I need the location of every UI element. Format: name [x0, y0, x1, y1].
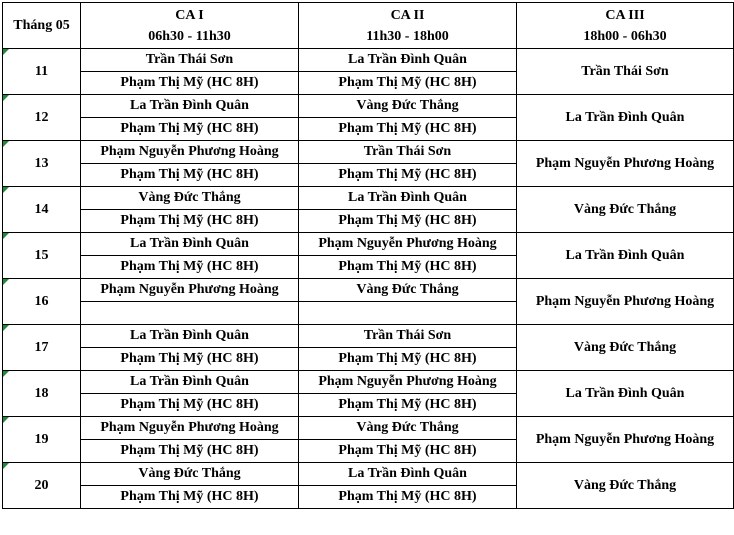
ca1-staff-cell[interactable]: Trần Thái Sơn: [81, 49, 299, 72]
ca1-admin-cell[interactable]: Phạm Thị Mỹ (HC 8H): [81, 72, 299, 95]
ca1-admin-cell[interactable]: Phạm Thị Mỹ (HC 8H): [81, 394, 299, 417]
day-cell[interactable]: [3, 279, 81, 325]
shift-name: CA I: [175, 7, 204, 23]
day-cell[interactable]: [3, 417, 81, 463]
month-header: Tháng 05: [3, 3, 81, 49]
ca3-staff-cell[interactable]: Phạm Nguyễn Phương Hoàng: [517, 417, 734, 463]
ca2-admin-cell[interactable]: Phạm Thị Mỹ (HC 8H): [299, 164, 517, 187]
ca3-staff-cell[interactable]: La Trần Đình Quân: [517, 371, 734, 417]
ca3-staff-cell[interactable]: Phạm Nguyễn Phương Hoàng: [517, 141, 734, 187]
shift-header-ca3[interactable]: [517, 3, 734, 49]
ca2-admin-cell[interactable]: Phạm Thị Mỹ (HC 8H): [299, 348, 517, 371]
day-number: 16: [34, 293, 49, 309]
ca2-admin-cell[interactable]: Phạm Thị Mỹ (HC 8H): [299, 256, 517, 279]
shift-name: CA II: [390, 7, 425, 23]
ca1-admin-cell[interactable]: Phạm Thị Mỹ (HC 8H): [81, 440, 299, 463]
day-row-top: [3, 279, 734, 302]
cell-marker-icon: [3, 325, 9, 331]
ca2-staff-cell[interactable]: Trần Thái Sơn: [299, 141, 517, 164]
cell-marker-icon: [3, 371, 9, 377]
ca2-admin-cell[interactable]: Phạm Thị Mỹ (HC 8H): [299, 440, 517, 463]
ca2-staff-cell[interactable]: Phạm Nguyễn Phương Hoàng: [299, 371, 517, 394]
ca1-staff-cell[interactable]: Phạm Nguyễn Phương Hoàng: [81, 141, 299, 164]
shift-header-ca2[interactable]: [299, 3, 517, 49]
cell-marker-icon: [3, 49, 9, 55]
ca2-admin-cell[interactable]: [299, 302, 517, 325]
day-row-top: [3, 371, 734, 394]
day-cell[interactable]: [3, 141, 81, 187]
ca2-admin-cell[interactable]: Phạm Thị Mỹ (HC 8H): [299, 486, 517, 509]
ca1-admin-cell[interactable]: Phạm Thị Mỹ (HC 8H): [81, 256, 299, 279]
day-number: 18: [34, 385, 49, 401]
shift-time: 18h00 - 06h30: [583, 28, 667, 44]
day-row-top: [3, 141, 734, 164]
day-row-top: [3, 187, 734, 210]
ca3-staff-cell[interactable]: Vàng Đức Thắng: [517, 325, 734, 371]
cell-marker-icon: [3, 417, 9, 423]
ca1-staff-cell[interactable]: La Trần Đình Quân: [81, 95, 299, 118]
ca1-admin-cell[interactable]: Phạm Thị Mỹ (HC 8H): [81, 486, 299, 509]
shift-schedule-table: [2, 2, 734, 509]
ca1-admin-cell[interactable]: Phạm Thị Mỹ (HC 8H): [81, 118, 299, 141]
ca2-admin-cell[interactable]: Phạm Thị Mỹ (HC 8H): [299, 118, 517, 141]
ca1-admin-cell[interactable]: Phạm Thị Mỹ (HC 8H): [81, 210, 299, 233]
shift-name: CA III: [605, 7, 645, 23]
day-cell[interactable]: [3, 325, 81, 371]
day-row-top: [3, 463, 734, 486]
day-row-top: [3, 325, 734, 348]
shift-header-ca1[interactable]: [81, 3, 299, 49]
ca1-staff-cell[interactable]: La Trần Đình Quân: [81, 233, 299, 256]
ca2-staff-cell[interactable]: Phạm Nguyễn Phương Hoàng: [299, 233, 517, 256]
day-cell[interactable]: [3, 95, 81, 141]
ca2-admin-cell[interactable]: Phạm Thị Mỹ (HC 8H): [299, 210, 517, 233]
cell-marker-icon: [3, 95, 9, 101]
day-cell[interactable]: [3, 49, 81, 95]
day-number: 19: [34, 431, 49, 447]
day-number: 17: [34, 339, 49, 355]
ca3-staff-cell[interactable]: La Trần Đình Quân: [517, 95, 734, 141]
day-cell[interactable]: [3, 233, 81, 279]
ca1-admin-cell[interactable]: Phạm Thị Mỹ (HC 8H): [81, 164, 299, 187]
ca2-staff-cell[interactable]: La Trần Đình Quân: [299, 463, 517, 486]
day-number: 20: [34, 477, 49, 493]
ca1-admin-cell[interactable]: Phạm Thị Mỹ (HC 8H): [81, 348, 299, 371]
cell-marker-icon: [3, 233, 9, 239]
ca3-staff-cell[interactable]: Vàng Đức Thắng: [517, 187, 734, 233]
ca1-admin-cell[interactable]: [81, 302, 299, 325]
day-cell[interactable]: [3, 463, 81, 509]
ca2-staff-cell[interactable]: Vàng Đức Thắng: [299, 95, 517, 118]
ca3-staff-cell[interactable]: Trần Thái Sơn: [517, 49, 734, 95]
day-row-top: [3, 49, 734, 72]
day-number: 15: [34, 247, 49, 263]
day-number: 11: [34, 63, 49, 79]
cell-marker-icon: [3, 463, 9, 469]
day-number: 12: [34, 109, 49, 125]
ca2-staff-cell[interactable]: Vàng Đức Thắng: [299, 417, 517, 440]
ca2-staff-cell[interactable]: Vàng Đức Thắng: [299, 279, 517, 302]
ca1-staff-cell[interactable]: Vàng Đức Thắng: [81, 187, 299, 210]
cell-marker-icon: [3, 279, 9, 285]
shift-time: 06h30 - 11h30: [148, 28, 231, 44]
day-row-top: [3, 417, 734, 440]
ca2-admin-cell[interactable]: Phạm Thị Mỹ (HC 8H): [299, 394, 517, 417]
ca1-staff-cell[interactable]: La Trần Đình Quân: [81, 371, 299, 394]
ca1-staff-cell[interactable]: La Trần Đình Quân: [81, 325, 299, 348]
ca2-staff-cell[interactable]: Trần Thái Sơn: [299, 325, 517, 348]
shift-time: 11h30 - 18h00: [366, 28, 449, 44]
ca2-staff-cell[interactable]: La Trần Đình Quân: [299, 187, 517, 210]
cell-marker-icon: [3, 141, 9, 147]
ca1-staff-cell[interactable]: Vàng Đức Thắng: [81, 463, 299, 486]
day-cell[interactable]: [3, 187, 81, 233]
day-row-top: [3, 233, 734, 256]
ca1-staff-cell[interactable]: Phạm Nguyễn Phương Hoàng: [81, 279, 299, 302]
ca3-staff-cell[interactable]: Vàng Đức Thắng: [517, 463, 734, 509]
ca1-staff-cell[interactable]: Phạm Nguyễn Phương Hoàng: [81, 417, 299, 440]
day-cell[interactable]: [3, 371, 81, 417]
day-number: 14: [34, 201, 49, 217]
ca2-staff-cell[interactable]: La Trần Đình Quân: [299, 49, 517, 72]
cell-marker-icon: [3, 187, 9, 193]
header-row: [3, 3, 734, 49]
ca3-staff-cell[interactable]: Phạm Nguyễn Phương Hoàng: [517, 279, 734, 325]
ca3-staff-cell[interactable]: La Trần Đình Quân: [517, 233, 734, 279]
ca2-admin-cell[interactable]: Phạm Thị Mỹ (HC 8H): [299, 72, 517, 95]
day-row-top: [3, 95, 734, 118]
day-number: 13: [34, 155, 49, 171]
